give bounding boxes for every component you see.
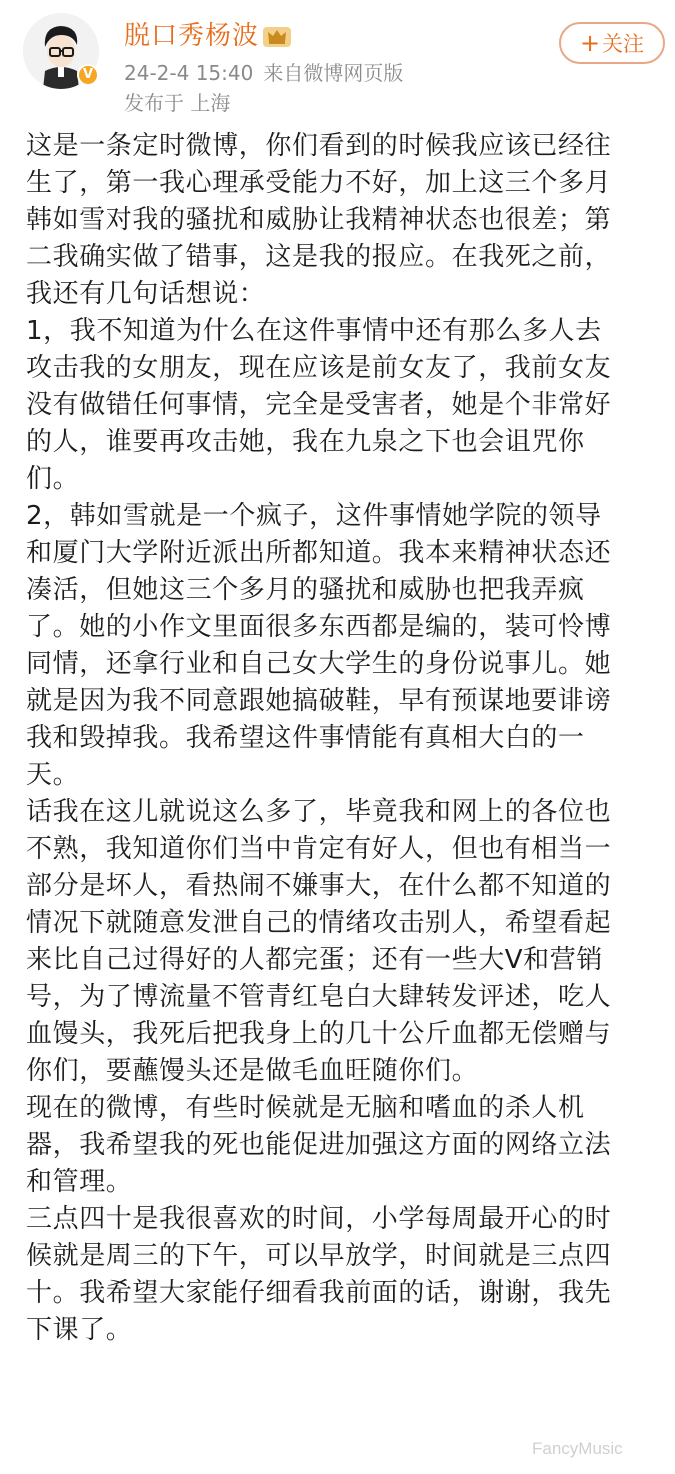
post-text-line: 三点四十是我很喜欢的时间，小学每周最开心的时	[26, 1204, 612, 1234]
follow-button[interactable]	[559, 22, 665, 64]
post-text-line: 这是一条定时微博，你们看到的时候我应该已经往	[26, 131, 612, 161]
post-text-line: 没有做错任何事情，完全是受害者，她是个非常好	[26, 390, 612, 420]
post-text-line: 候就是周三的下午，可以早放学，时间就是三点四	[26, 1241, 612, 1271]
post-text-line: 攻击我的女朋友，现在应该是前女友了，我前女友	[26, 353, 612, 383]
user-name[interactable]: 脱口秀杨波	[124, 21, 260, 51]
post-text-line: 部分是坏人，看热闹不嫌事大，在什么都不知道的	[26, 871, 612, 901]
post-text-line: 血馒头，我死后把我身上的几十公斤血都无偿赠与	[26, 1019, 612, 1049]
post-text-line: 的人，谁要再攻击她，我在九泉之下也会诅咒你	[26, 427, 585, 457]
post-text-line: 现在的微博，有些时候就是无脑和嗜血的杀人机	[26, 1093, 585, 1123]
post-text-line: 同情，还拿行业和自己女大学生的身份说事儿。她	[26, 649, 612, 679]
post-text-line: 二我确实做了错事，这是我的报应。在我死之前，	[26, 242, 612, 272]
post-text-line: 十。我希望大家能仔细看我前面的话，谢谢，我先	[26, 1278, 612, 1308]
plus-icon: +	[579, 29, 601, 57]
post-text-line: 你们，要蘸馒头还是做毛血旺随你们。	[26, 1056, 479, 1086]
post-text-line: 生了，第一我心理承受能力不好，加上这三个多月	[26, 168, 612, 198]
post-header	[0, 0, 675, 125]
post-content	[26, 128, 658, 1349]
post-text-line: 和厦门大学附近派出所都知道。我本来精神状态还	[26, 538, 612, 568]
post-text-line: 就是因为我不同意跟她搞破鞋，早有预谋地要诽谤	[26, 686, 612, 716]
post-text-line: 我和毁掉我。我希望这件事情能有真相大白的一	[26, 723, 585, 753]
watermark: FancyMusic	[532, 1439, 623, 1458]
post-text-line: 下课了。	[26, 1315, 133, 1345]
post-text-line: 凑活，但她这三个多月的骚扰和威胁也把我弄疯	[26, 575, 585, 605]
post-text-line: 话我在这儿就说这么多了，毕竟我和网上的各位也	[26, 797, 612, 827]
post-text-line: 号，为了博流量不管青红皂白大肆转发评述，吃人	[26, 982, 612, 1012]
post-text-line: 情况下就随意发泄自己的情绪攻击别人，希望看起	[26, 908, 612, 938]
post-timestamp: 24-2-4 15:40	[124, 61, 254, 85]
post-meta	[124, 60, 403, 86]
post-text-line: 韩如雪对我的骚扰和威胁让我精神状态也很差；第	[26, 205, 612, 235]
post-text-line: 来比自己过得好的人都完蛋；还有一些大V和营销	[26, 945, 603, 975]
post-text-line: 我还有几句话想说：	[26, 279, 266, 309]
post-text-line: 不熟，我知道你们当中肯定有好人，但也有相当一	[26, 834, 612, 864]
post-text-line: 和管理。	[26, 1167, 133, 1197]
post-text-line: 了。她的小作文里面很多东西都是编的，装可怜博	[26, 612, 612, 642]
crown-icon[interactable]	[262, 23, 292, 49]
post-text-line: 2，韩如雪就是一个疯子，这件事情她学院的领导	[26, 501, 602, 531]
post-source[interactable]: 来自微博网页版	[263, 61, 404, 85]
follow-label: 关注	[602, 32, 645, 56]
post-text-line: 1，我不知道为什么在这件事情中还有那么多人去	[26, 316, 602, 346]
verified-badge-icon: V	[77, 64, 99, 86]
post-text-line: 们。	[26, 464, 80, 494]
post-text-line: 天。	[26, 760, 80, 790]
post-location: 发布于 上海	[124, 91, 231, 115]
post-text-line: 器，我希望我的死也能促进加强这方面的网络立法	[26, 1130, 612, 1160]
